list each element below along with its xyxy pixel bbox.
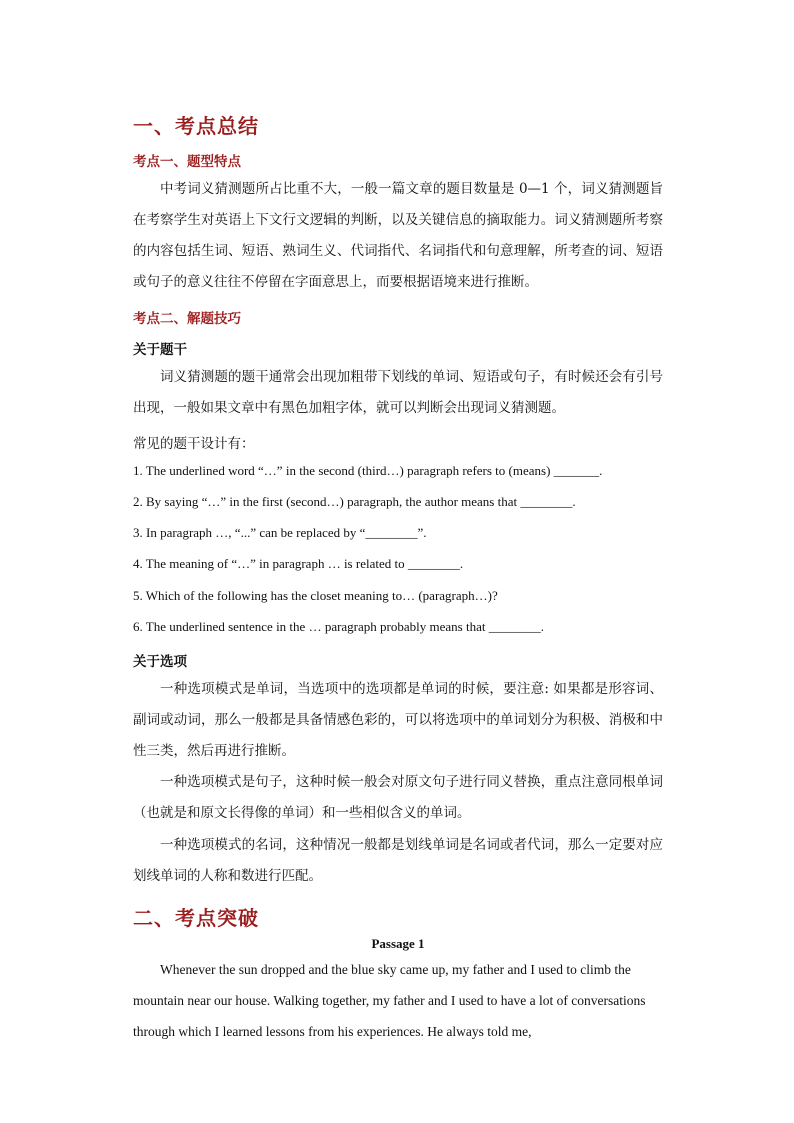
passage-title: Passage 1 [371,936,425,951]
stem-item: 2. By saying “…” in the first (second…) paragraph, the author means that ________. [133,494,576,509]
stem-item: 3. In paragraph …, “...” can be replaced by “________”. [133,525,427,540]
common-stems-label: 常见的题干设计有： [133,436,255,452]
point1-heading: 考点一、题型特点 [133,154,241,170]
stem-item: 6. The underlined sentence in the … paragraph probably means that ________. [133,619,544,634]
passage-text: Whenever the sun dropped and the blue sky came up, my father and I used to climb the mountain near our house. Walking together, my father and I used to have a lot of conversations through which I learned lessons from his experiences. He always told me, [133,962,646,1039]
stem-heading: 关于题干 [133,342,187,358]
point1-body: 中考词义猜测题所占比重不大，一般一篇文章的题目数量是 0—1 个，词义猜测题旨在考察学生对英语上下文行文逻辑的判断，以及关键信息的摘取能力。词义猜测题所考察的内容包括生词、短语、熟词生义、代词指代、名词指代和句意理解，所考查的词、短语或句子的意义往往不停留在字面意思上，而要根据语境来进行推断。 [133,181,663,290]
stem-item: 5. Which of the following has the closet meaning to… (paragraph…)? [133,588,498,603]
section-title-breakthrough: 二、考点突破 [133,906,259,930]
stem-item: 1. The underlined word “…” in the second (third…) paragraph refers to (means) _______. [133,463,603,478]
section-title-summary: 一、考点总结 [133,114,259,138]
options-paragraph: 一种选项模式是句子，这种时候一般会对原文句子进行同义替换，重点注意同根单词（也就是和原文长得像的单词）和一些相似含义的单词。 [133,774,663,821]
stem-item: 4. The meaning of “…” in paragraph … is related to ________. [133,556,464,571]
options-heading: 关于选项 [133,654,187,670]
options-paragraph: 一种选项模式的名词，这种情况一般都是划线单词是名词或者代词，那么一定要对应划线单词的人称和数进行匹配。 [133,837,663,884]
options-paragraph: 一种选项模式是单词，当选项中的选项都是单词的时候，要注意: 如果都是形容词、副词或动词，那么一般都是具备情感色彩的，可以将选项中的单词划分为积极、消极和中性三类，然后再进行推断。 [133,681,663,759]
stem-body: 词义猜测题的题干通常会出现加粗带下划线的单词、短语或句子，有时候还会有引号出现，一般如果文章中有黑色加粗字体，就可以判断会出现词义猜测题。 [133,369,663,416]
point2-heading: 考点二、解题技巧 [133,311,241,327]
